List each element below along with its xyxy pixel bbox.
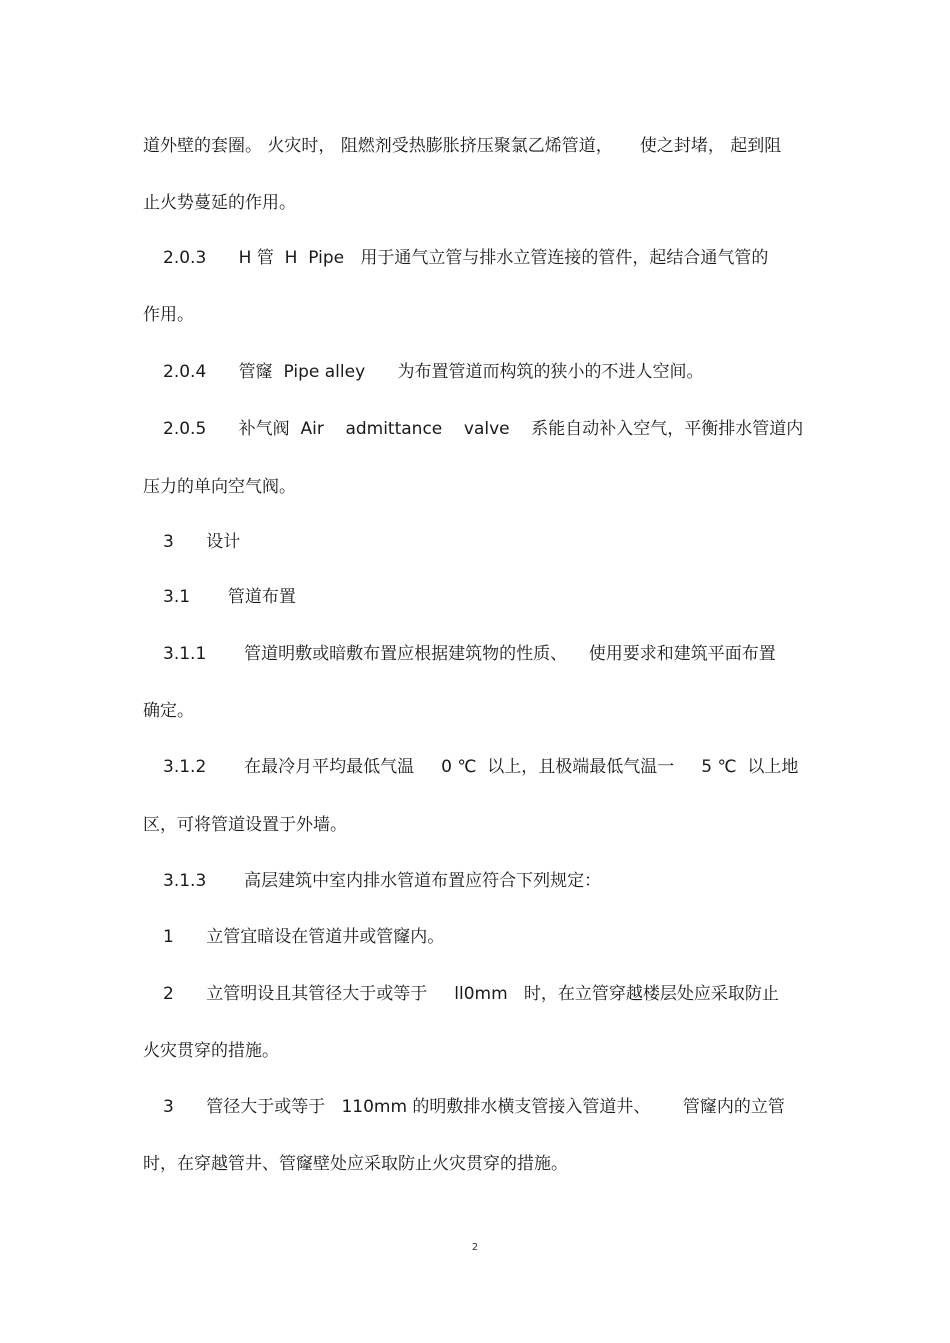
text-line: 火灾贯穿的措施。 [143,1041,279,1061]
text-line: 2.0.3 H 管 H Pipe 用于通气立管与排水立管连接的管件，起结合通气管的 [163,248,769,268]
text-line: 压力的单向空气阀。 [143,477,296,497]
text-line: 确定。 [143,701,194,721]
page-number: 2 [471,1242,479,1253]
section-heading: 3.1 管道布置 [163,587,296,607]
text-line: 止火势蔓延的作用。 [143,193,296,213]
text-line: 作用。 [143,305,194,325]
list-item: 1 立管宜暗设在管道井或管窿内。 [163,927,445,947]
text-line: 3.1.2 在最冷月平均最低气温 0 ℃ 以上，且极端最低气温一 5 ℃ 以上地 [163,757,799,777]
text-line: 2.0.4 管窿 Pipe alley 为布置管道而构筑的狭小的不进人空间。 [163,362,704,382]
text-line: 时，在穿越管井、管窿壁处应采取防止火灾贯穿的措施。 [143,1154,568,1174]
list-item: 2 立管明设且其管径大于或等于 ll0mm 时，在立管穿越楼层处应采取防止 [163,984,779,1004]
text-line: 3.1.3 高层建筑中室内排水管道布置应符合下列规定： [163,871,602,891]
list-item: 3 管径大于或等于 110mm 的明敷排水横支管接入管道井、 管窿内的立管 [163,1097,785,1117]
text-line: 区，可将管道设置于外墙。 [143,815,347,835]
text-line: 3.1.1 管道明敷或暗敷布置应根据建筑物的性质、 使用要求和建筑平面布置 [163,644,776,664]
text-line: 道外壁的套圈。 火灾时， 阻燃剂受热膨胀挤压聚氯乙烯管道， 使之封堵， 起到阻 [143,136,782,156]
text-line: 2.0.5 补气阀 Air admittance valve 系能自动补入空气，平衡排水管道内 [163,419,804,439]
section-heading: 3 设计 [163,532,241,552]
